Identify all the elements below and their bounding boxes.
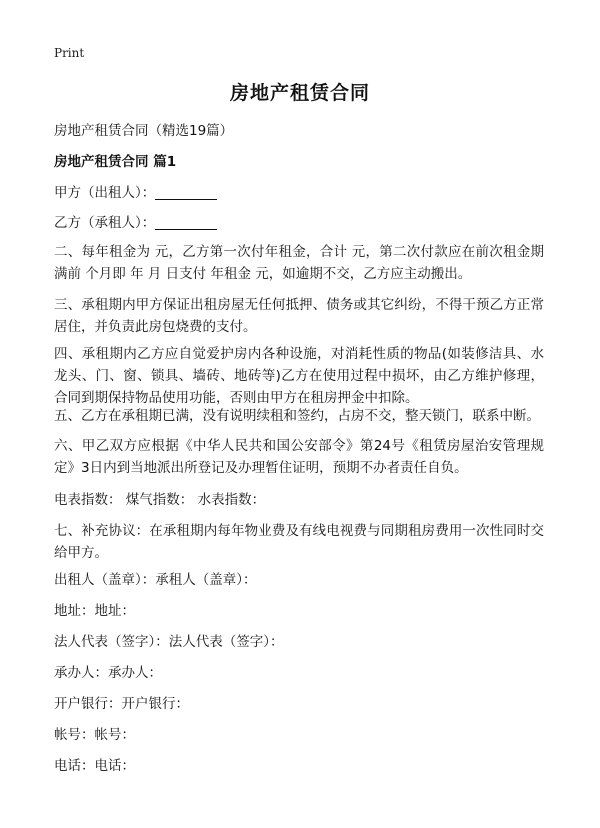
clause-7: 七、补充协议：在承租期内每年物业费及有线电视费与同期租房费用一次性同时交给甲方。 <box>54 523 544 561</box>
clause-5: 五、乙方在承租期已满，没有说明续租和签约，占房不交，整天锁门，联系中断。 <box>54 408 540 424</box>
clause-2: 二、每年租金为 元，乙方第一次付年租金，合计 元，第二次付款应在前次租金期满前 个月即 年 月 日支付 年租金 元，如逾期不交，乙方应主动搬出。 <box>54 244 544 282</box>
clause-4: 四、承租期内乙方应自觉爱护房内各种设施，对消耗性质的物品(如装修洁具、水龙头、门、窗、锁具、墙砖、地砖等)乙方在使用过程中损坏，由乙方维护修理，合同到期保持物品使用功能，否则由甲方在租房押金中扣除。 <box>54 346 544 406</box>
party-b-label: 乙方（承租人）： <box>54 215 156 231</box>
clause-3: 三、承租期内甲方保证出租房屋无任何抵押、债务或其它纠纷，不得干预乙方正常居住，并负责此房包烧费的支付。 <box>54 297 544 335</box>
document-title: 房地产租赁合同 <box>229 82 370 104</box>
signature-line-handler: 承办人：承办人： <box>54 665 162 681</box>
party-a-blank <box>155 185 217 200</box>
print-link[interactable]: Print <box>54 46 85 60</box>
party-a-label: 甲方（出租人）： <box>54 185 156 201</box>
meter-readings: 电表指数： 煤气指数： 水表指数： <box>54 492 266 508</box>
clause-6: 六、甲乙双方应根据《中华人民共和国公安部令》第24号《租赁房屋治安管理规定》3日内到当地派出所登记及办理暂住证明，预期不办者责任自负。 <box>54 438 544 476</box>
signature-line-account: 帐号：帐号： <box>54 727 135 743</box>
signature-line-legal-rep: 法人代表（签字）：法人代表（签字）： <box>54 634 284 650</box>
party-a-line <box>54 182 544 204</box>
document-subtitle: 房地产租赁合同（精选19篇） <box>54 123 234 139</box>
signature-line-seal: 出租人（盖章）：承租人（盖章）： <box>54 572 257 588</box>
party-b-line <box>54 212 544 234</box>
signature-line-phone: 电话：电话： <box>54 758 135 774</box>
signature-line-address: 地址：地址： <box>54 603 135 619</box>
signature-line-bank: 开户银行：开户银行： <box>54 696 189 712</box>
section-heading: 房地产租赁合同 篇1 <box>54 154 177 170</box>
party-b-blank <box>155 215 217 230</box>
